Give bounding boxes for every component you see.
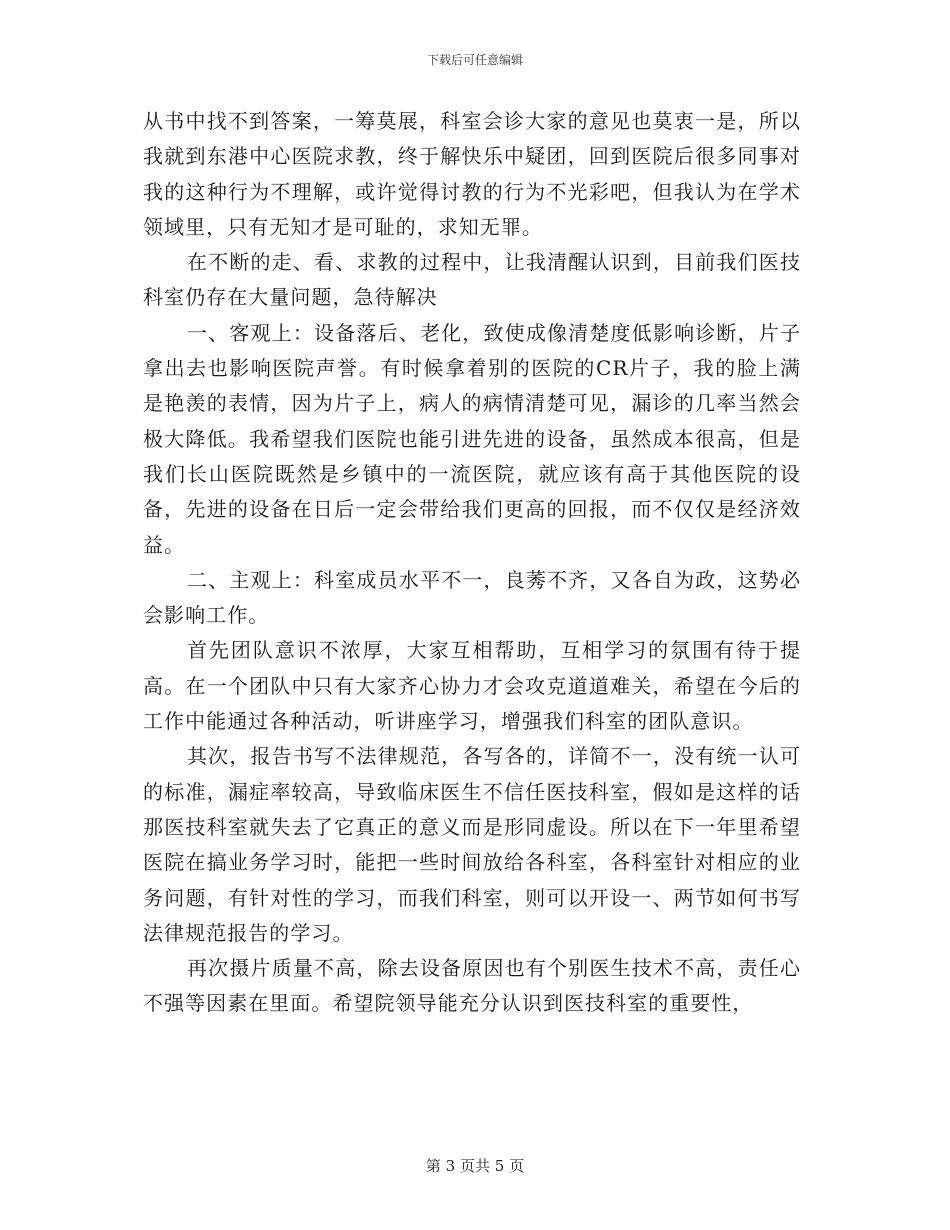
paragraph-4: 二、主观上：科室成员水平不一，良莠不齐，又各自为政，这势必会影响工作。 (143, 567, 801, 628)
page-header: 下载后可任意编辑 (426, 53, 523, 67)
paragraph-6: 其次，报告书写不法律规范，各写各的，详简不一，没有统一认可的标准，漏症率较高，导致临床医生不信任医技科室，假如是这样的话那医技科室就失去了它真正的意义而是形同虚设。所以在下一年里希望医院在搞业务学习时，能把一些时间放给各科室，各科室针对相应的业务问题，有针对性的学习，而我们科室，则可以开设一、两节如何书写法律规范报告的学习。 (143, 744, 801, 945)
paragraph-5: 首先团队意识不浓厚，大家互相帮助，互相学习的氛围有待于提高。在一个团队中只有大家齐心协力才会攻克道道难关，希望在今后的工作中能通过各种活动，听讲座学习，增强我们科室的团队意识。 (143, 638, 801, 734)
paragraph-3: 一、客观上：设备落后、老化，致使成像清楚度低影响诊断，片子拿出去也影响医院声誉。有时候拿着别的医院的CR片子，我的脸上满是艳羡的表情，因为片子上，病人的病情清楚可见，漏诊的几率当然会极大降低。我希望我们医院也能引进先进的设备，虽然成本很高，但是我们长山医院既然是乡镇中的一流医院，就应该有高于其他医院的设备，先进的设备在日后一定会带给我们更高的回报，而不仅仅是经济效益。 (143, 320, 801, 557)
document-body (143, 104, 801, 1022)
page-footer: 第 3 页共 5 页 (425, 1157, 525, 1175)
paragraph-2: 在不断的走、看、求教的过程中，让我清醒认识到，目前我们医技科室仍存在大量问题，急待解决 (143, 250, 801, 310)
paragraph-1: 从书中找不到答案，一筹莫展，科室会诊大家的意见也莫衷一是，所以我就到东港中心医院求教，终于解快乐中疑团，回到医院后很多同事对我的这种行为不理解，或许觉得讨教的行为不光彩吧，但我认为在学术领域里，只有无知才是可耻的，求知无罪。 (143, 109, 801, 239)
paragraph-7: 再次摄片质量不高，除去设备原因也有个别医生技术不高，责任心不强等因素在里面。希望院领导能充分认识到医技科室的重要性， (143, 956, 801, 1016)
